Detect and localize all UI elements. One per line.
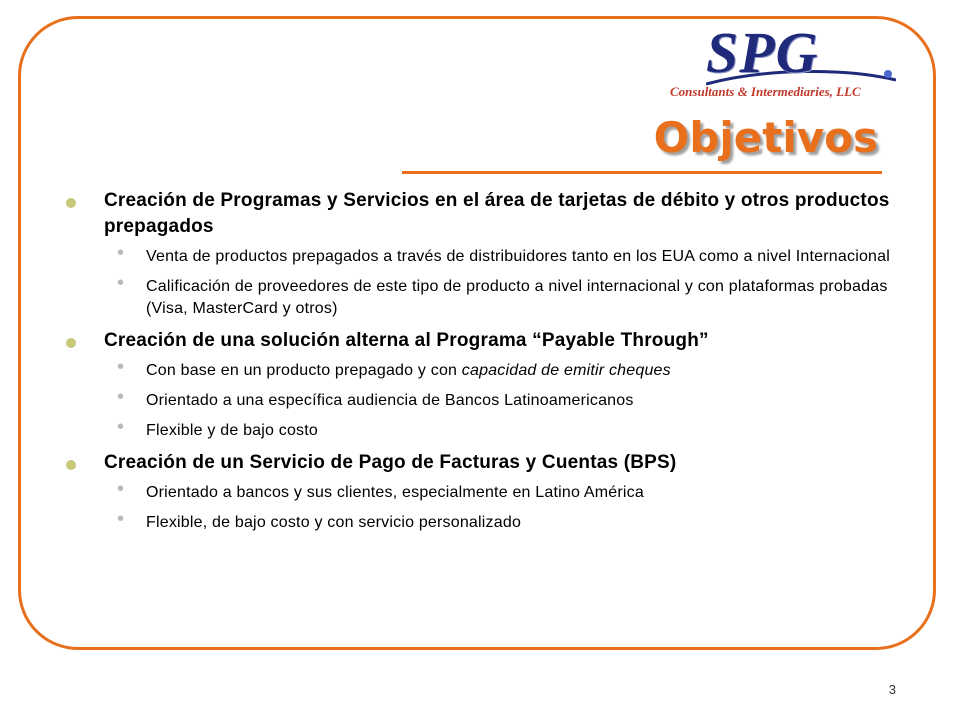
logo-mark: SPG — [706, 20, 819, 85]
sub-bullet-icon: • — [117, 416, 125, 438]
bullet-icon — [66, 460, 76, 470]
objective-item — [62, 188, 912, 320]
sub-item — [104, 508, 912, 534]
logo-subtitle: Consultants & Intermediaries, LLC — [670, 84, 861, 99]
sub-bullet-icon: • — [117, 508, 125, 530]
sub-item-text: Orientado a bancos y sus clientes, especialmente en Latino América — [146, 484, 644, 501]
objective-item — [62, 328, 912, 442]
sub-item-text: Flexible, de bajo costo y con servicio personalizado — [146, 514, 522, 531]
sub-bullet-icon: • — [117, 242, 125, 264]
page-number: 3 — [888, 682, 896, 697]
sub-item-text: Calificación de proveedores de este tipo de producto a nivel internacional y con plataformas probadas (Visa, MasterCard y otros) — [146, 278, 888, 317]
objective-text: Creación de Programas y Servicios en el área de tarjetas de débito y otros productos prepagados — [104, 190, 890, 237]
objective-text: Creación de una solución alterna al Programa “Payable Through” — [104, 330, 709, 351]
sub-item-emphasis: capacidad de emitir cheques — [461, 362, 671, 379]
objective-item — [62, 450, 912, 534]
sub-item — [104, 416, 912, 442]
sub-item — [104, 356, 912, 382]
sub-item — [104, 272, 912, 320]
sub-list — [104, 242, 912, 320]
sub-bullet-icon: • — [117, 478, 125, 500]
title-underline — [402, 171, 882, 174]
objective-text: Creación de un Servicio de Pago de Facturas y Cuentas (BPS) — [104, 452, 677, 473]
sub-item-text: Venta de productos prepagados a través de distribuidores tanto en los EUA como a nivel Internacional — [146, 248, 891, 265]
sub-bullet-icon: • — [117, 356, 125, 378]
company-logo — [660, 22, 900, 106]
bullet-icon — [66, 198, 76, 208]
sub-list — [104, 478, 912, 534]
sub-item — [104, 478, 912, 504]
sub-item — [104, 242, 912, 268]
sub-bullet-icon: • — [117, 386, 125, 408]
bullet-icon — [66, 338, 76, 348]
sub-item — [104, 386, 912, 412]
slide-title: Objetivos — [653, 113, 878, 162]
objectives-list — [62, 188, 912, 542]
sub-bullet-icon: • — [117, 272, 125, 294]
sub-list — [104, 356, 912, 442]
sub-item-text: Con base en un producto prepagado y con — [146, 362, 462, 379]
sub-item-text: Orientado a una específica audiencia de Bancos Latinoamericanos — [146, 392, 634, 409]
sub-item-text: Flexible y de bajo costo — [146, 422, 319, 439]
